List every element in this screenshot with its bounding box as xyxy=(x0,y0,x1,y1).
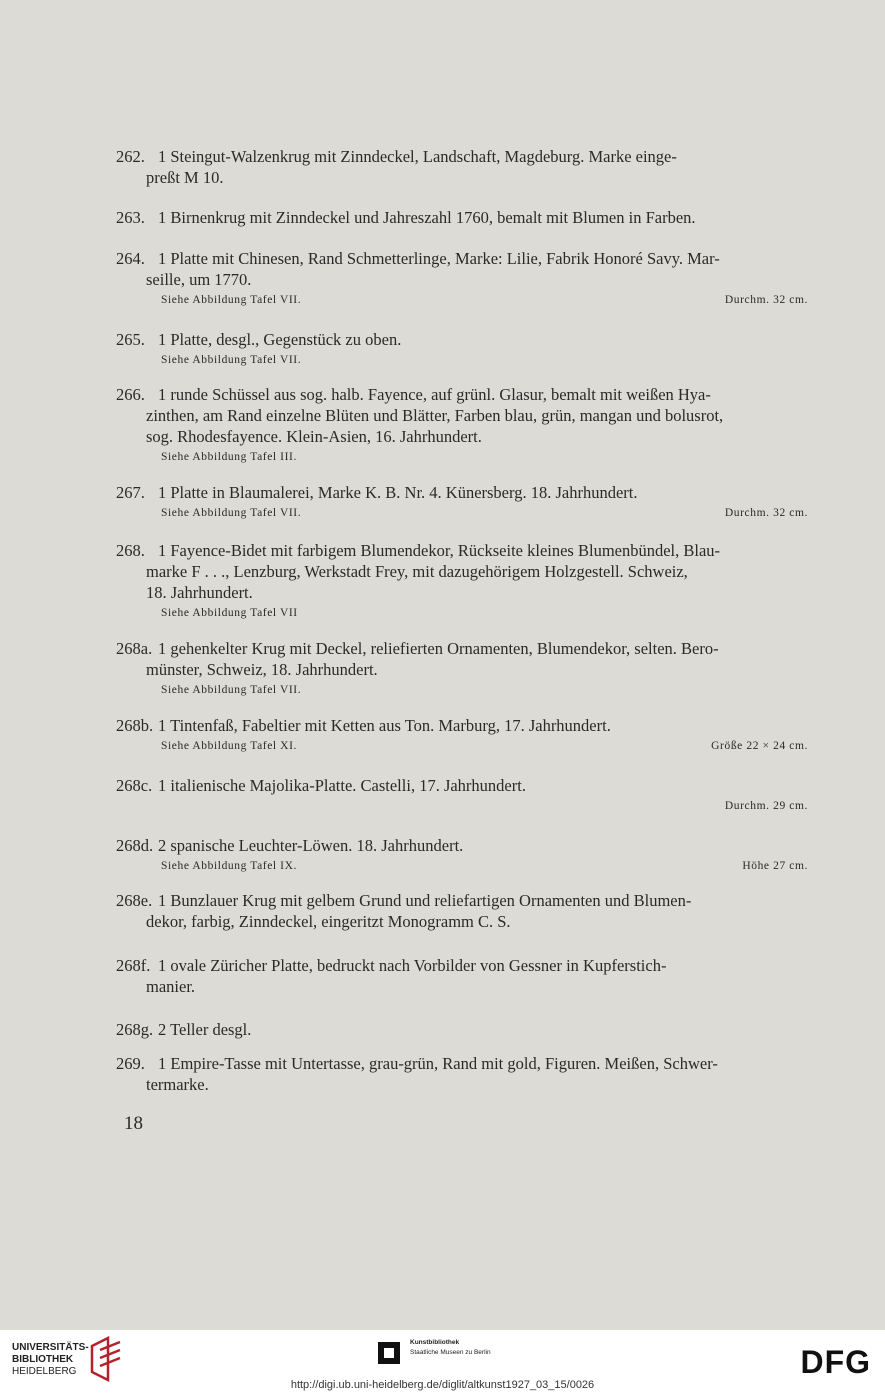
entry-number: 263. xyxy=(116,208,145,227)
entry-note-row xyxy=(116,603,808,623)
dfg-logo: DFG xyxy=(800,1344,871,1380)
entry-measurement: Größe 22 × 24 cm. xyxy=(711,740,808,752)
university-line: UNIVERSITÄTS- xyxy=(12,1342,89,1353)
university-library-label xyxy=(12,1342,89,1378)
catalog-entry xyxy=(116,890,808,932)
entry-text: 1 runde Schüssel aus sog. halb. Fayence, auf grünl. Glasur, bemalt mit weißen Hya- xyxy=(158,385,711,404)
entry-note-row xyxy=(116,350,808,370)
entry-note-row xyxy=(116,290,808,310)
catalog-entry xyxy=(116,146,808,188)
entry-text: 1 gehenkelter Krug mit Deckel, reliefierten Ornamenten, Blumendekor, selten. Bero- xyxy=(158,639,719,658)
entry-text-continued: manier. xyxy=(146,977,196,996)
entry-number: 268d. xyxy=(116,836,154,855)
catalog-entry xyxy=(116,207,808,228)
illustration-reference: Siehe Abbildung Tafel VII. xyxy=(161,684,302,696)
illustration-reference: Siehe Abbildung Tafel VII. xyxy=(161,294,302,306)
entry-number: 268a. xyxy=(116,639,153,658)
entry-text-continued: zinthen, am Rand einzelne Blüten und Blätter, Farben blau, grün, mangan und bolusrot, xyxy=(146,406,724,425)
entry-number: 268b. xyxy=(116,716,154,735)
entry-measurement: Durchm. 32 cm. xyxy=(724,507,808,519)
entry-note-row xyxy=(116,856,808,876)
catalog-entry xyxy=(116,715,808,756)
catalog-entry xyxy=(116,248,808,310)
entry-note-row xyxy=(116,503,808,523)
university-line: BIBLIOTHEK xyxy=(12,1354,74,1365)
illustration-reference: Siehe Abbildung Tafel VII. xyxy=(161,354,302,366)
entry-text: 1 Steingut-Walzenkrug mit Zinndeckel, Landschaft, Magdeburg. Marke einge- xyxy=(158,147,677,166)
catalog-entry xyxy=(116,835,808,876)
entry-number: 268. xyxy=(116,541,145,560)
entry-text: 1 Platte mit Chinesen, Rand Schmetterlinge, Marke: Lilie, Fabrik Honoré Savy. Mar- xyxy=(158,249,720,268)
catalog-entry xyxy=(116,482,808,523)
kunstbibliothek-label xyxy=(410,1338,491,1358)
heidelberg-logo-icon xyxy=(88,1336,124,1382)
entry-number: 265. xyxy=(116,330,145,349)
entry-text-continued: marke F . . ., Lenzburg, Werkstadt Frey, mit dazugehörigem Holzgestell. Schweiz, xyxy=(146,562,688,581)
entry-number: 268g. xyxy=(116,1020,154,1039)
entry-text: 1 Platte, desgl., Gegenstück zu oben. xyxy=(158,330,402,349)
university-line: HEIDELBERG xyxy=(12,1366,77,1377)
catalog-entry xyxy=(116,775,808,816)
catalog-entry xyxy=(116,1053,808,1095)
catalog-entry xyxy=(116,638,808,700)
entry-text: 1 Fayence-Bidet mit farbigem Blumendekor, Rückseite kleines Blumenbündel, Blau- xyxy=(158,541,721,560)
illustration-reference: Siehe Abbildung Tafel III. xyxy=(161,451,297,463)
entry-text-continued: dekor, farbig, Zinndeckel, eingeritzt Monogramm C. S. xyxy=(146,912,511,931)
entry-number: 269. xyxy=(116,1054,145,1073)
page-url-link[interactable]: http://digi.ub.uni-heidelberg.de/diglit/altkunst1927_03_15/0026 xyxy=(290,1379,595,1391)
kb-line: Kunstbibliothek xyxy=(410,1339,460,1346)
entry-number: 268f. xyxy=(116,956,151,975)
entry-text: 1 Tintenfaß, Fabeltier mit Ketten aus Ton. Marburg, 17. Jahrhundert. xyxy=(158,716,611,735)
illustration-reference: Siehe Abbildung Tafel VII. xyxy=(161,507,302,519)
entry-text: 2 spanische Leuchter-Löwen. 18. Jahrhundert. xyxy=(158,836,464,855)
entry-text: 1 Birnenkrug mit Zinndeckel und Jahreszahl 1760, bemalt mit Blumen in Farben. xyxy=(158,208,696,227)
catalog-entry xyxy=(116,540,808,623)
entry-note-row xyxy=(116,796,808,816)
entry-text: 2 Teller desgl. xyxy=(158,1020,252,1039)
entry-text: 1 ovale Züricher Platte, bedruckt nach Vorbilder von Gessner in Kupferstich- xyxy=(158,956,667,975)
entry-number: 264. xyxy=(116,249,145,268)
kunstbibliothek-logo-icon xyxy=(376,1340,402,1366)
entry-text-continued: preßt M 10. xyxy=(146,168,224,187)
catalog-entry xyxy=(116,329,808,370)
illustration-reference: Siehe Abbildung Tafel VII xyxy=(161,607,298,619)
entry-number: 267. xyxy=(116,483,145,502)
kb-line: Staatliche Museen zu Berlin xyxy=(410,1349,491,1356)
catalog-entry xyxy=(116,955,808,997)
entry-text: 1 Empire-Tasse mit Untertasse, grau-grün, Rand mit gold, Figuren. Meißen, Schwer- xyxy=(158,1054,718,1073)
illustration-reference: Siehe Abbildung Tafel IX. xyxy=(161,860,297,872)
entry-note-row xyxy=(116,447,808,467)
illustration-reference: Siehe Abbildung Tafel XI. xyxy=(161,740,297,752)
entry-number: 268c. xyxy=(116,776,153,795)
entry-text-continued: 18. Jahrhundert. xyxy=(146,583,253,602)
entry-number: 266. xyxy=(116,385,145,404)
viewer-footer xyxy=(0,1330,885,1394)
entry-measurement: Höhe 27 cm. xyxy=(742,860,808,872)
entry-text-continued: münster, Schweiz, 18. Jahrhundert. xyxy=(146,660,378,679)
catalog-entry xyxy=(116,1019,808,1040)
entry-text-continued: sog. Rhodesfayence. Klein-Asien, 16. Jahrhundert. xyxy=(146,427,482,446)
entry-measurement: Durchm. 29 cm. xyxy=(724,800,808,812)
entry-text: 1 Bunzlauer Krug mit gelbem Grund und reliefartigen Ornamenten und Blumen- xyxy=(158,891,692,910)
entry-note-row xyxy=(116,680,808,700)
entry-note-row xyxy=(116,736,808,756)
entry-measurement: Durchm. 32 cm. xyxy=(724,294,808,306)
entry-text: 1 italienische Majolika-Platte. Castelli, 17. Jahrhundert. xyxy=(158,776,526,795)
catalog-entry xyxy=(116,384,808,467)
entry-text: 1 Platte in Blaumalerei, Marke K. B. Nr. 4. Künersberg. 18. Jahrhundert. xyxy=(158,483,638,502)
page-number: 18 xyxy=(124,1113,143,1134)
entry-number: 262. xyxy=(116,147,145,166)
entry-text-continued: termarke. xyxy=(146,1075,209,1094)
entry-number: 268e. xyxy=(116,891,153,910)
entry-text-continued: seille, um 1770. xyxy=(146,270,252,289)
